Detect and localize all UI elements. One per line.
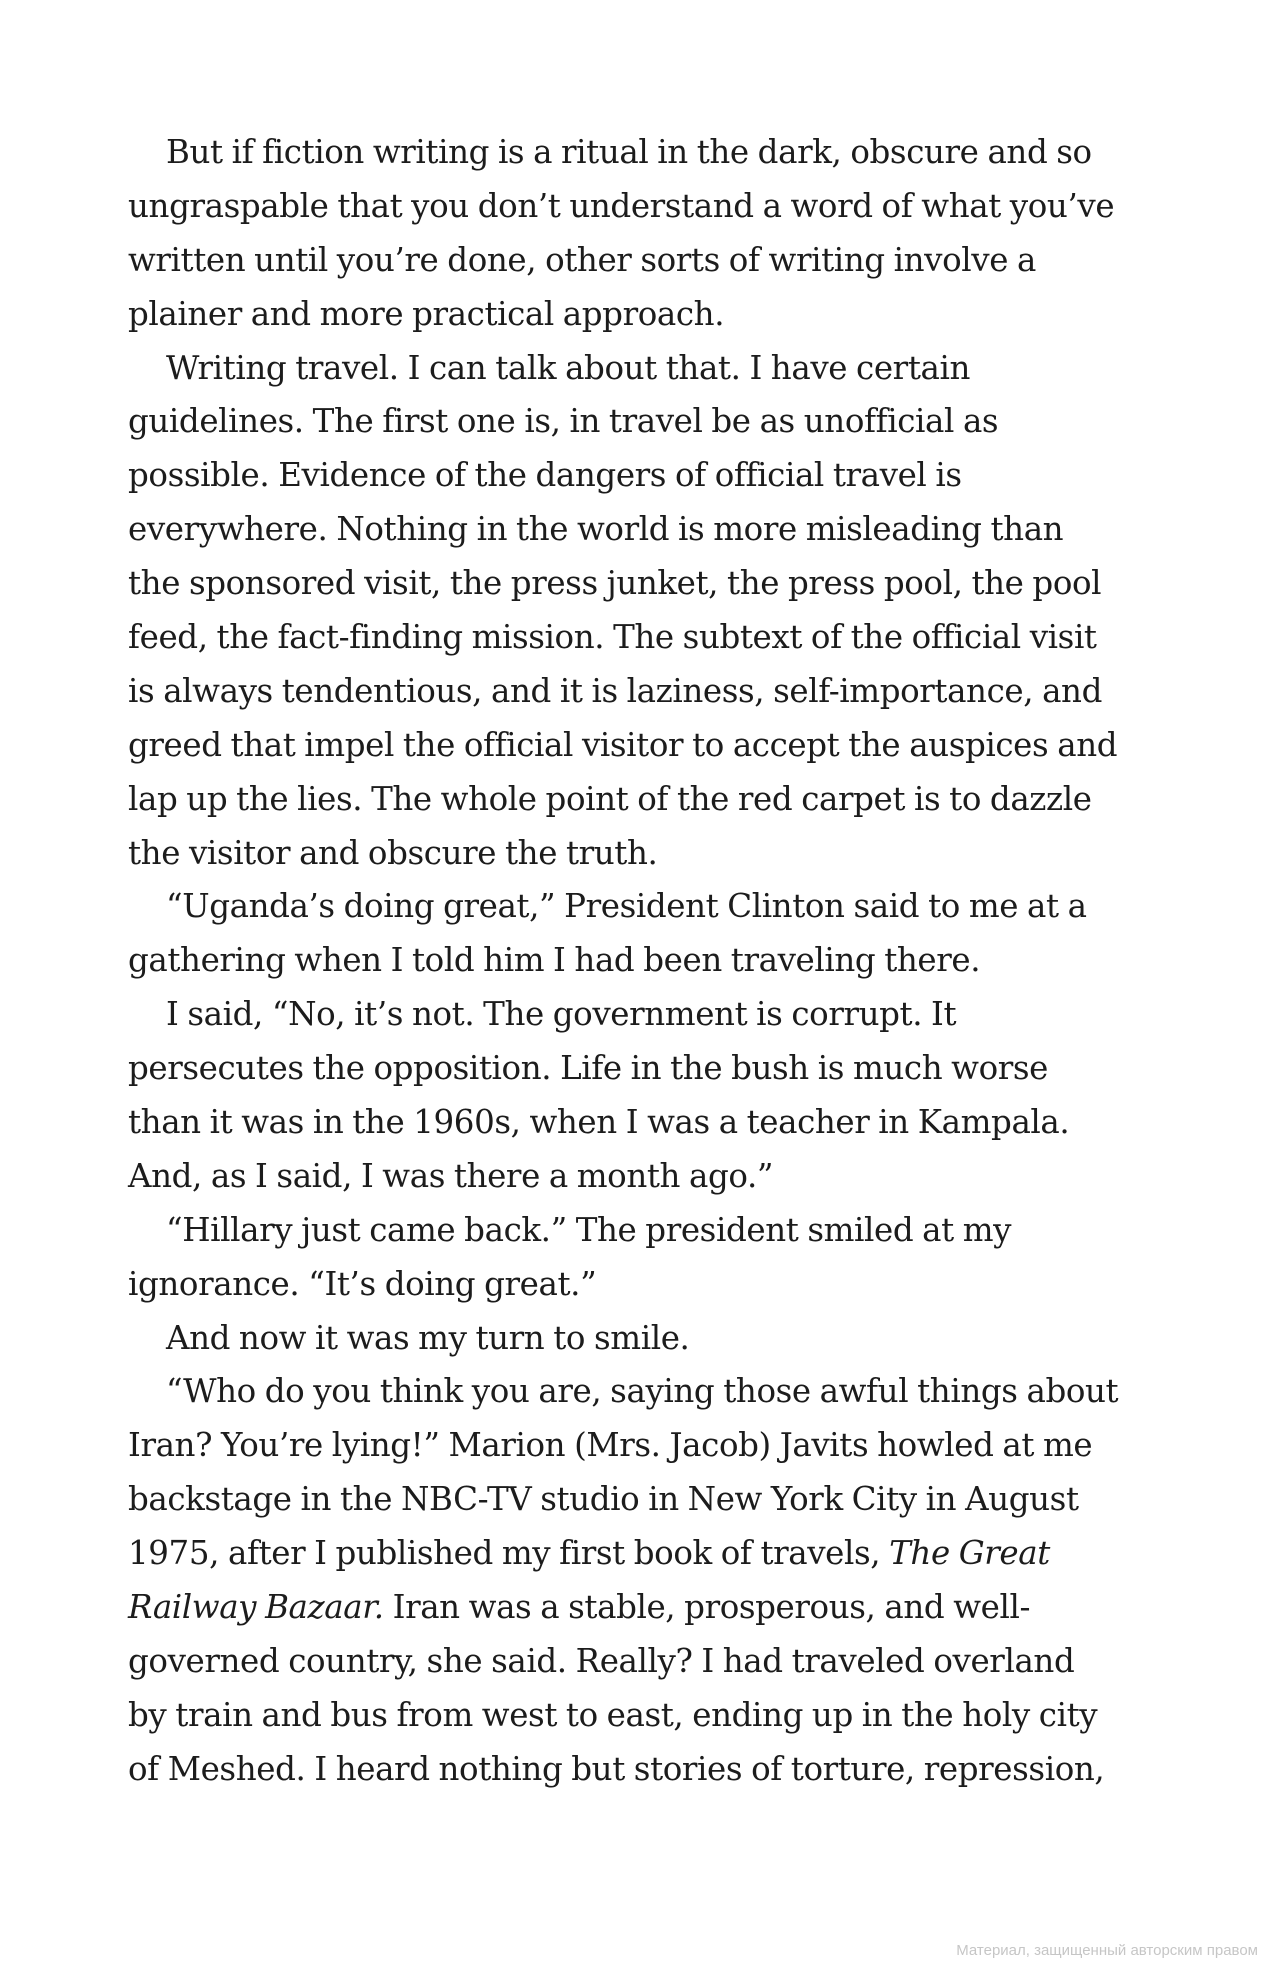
text-line: of Meshed. I heard nothing but stories of torture, repression, (128, 1749, 1105, 1788)
text-line: “Hillary just came back.” The president smiled at my (166, 1210, 1012, 1249)
text-line: possible. Evidence of the dangers of official travel is (128, 456, 962, 495)
text-line: guidelines. The first one is, in travel be as unofficial as (128, 402, 999, 441)
text-line: ignorance. “It’s doing great.” (128, 1264, 597, 1303)
text-line: feed, the fact-finding mission. The subtext of the official visit (128, 618, 1097, 657)
text-line: the sponsored visit, the press junket, the press pool, the pool (128, 564, 1102, 603)
text-line: persecutes the opposition. Life in the bush is much worse (128, 1049, 1049, 1088)
text-line: is always tendentious, and it is laziness, self-importance, and (128, 671, 1102, 710)
text-line: written until you’re done, other sorts of writing involve a (128, 240, 1036, 279)
text-line: lap up the lies. The whole point of the red carpet is to dazzle (128, 779, 1092, 818)
text-line: greed that impel the official visitor to accept the auspices and (128, 725, 1118, 764)
body-text (128, 126, 1148, 1797)
text-line: by train and bus from west to east, ending up in the holy city (128, 1695, 1098, 1734)
text-segment: 1975, after I published my first book of travels, (128, 1534, 890, 1573)
copyright-watermark: Материал, защищенный авторским правом (956, 1942, 1258, 1959)
text-line: And, as I said, I was there a month ago.” (128, 1156, 774, 1195)
text-line: And now it was my turn to smile. (166, 1318, 690, 1357)
text-line: gathering when I told him I had been traveling there. (128, 941, 981, 980)
text-line: “Who do you think you are, saying those awful things about (166, 1372, 1119, 1411)
text-segment: Iran was a stable, prosperous, and well- (383, 1588, 1031, 1627)
text-line (128, 1581, 1148, 1635)
text-line: the visitor and obscure the truth. (128, 833, 658, 872)
text-line: I said, “No, it’s not. The government is corrupt. It (166, 995, 957, 1034)
text-line: ungraspable that you don’t understand a word of what you’ve (128, 186, 1115, 225)
text-line: Iran? You’re lying!” Marion (Mrs. Jacob) Javits howled at me (128, 1426, 1093, 1465)
text-line: than it was in the 1960s, when I was a teacher in Kampala. (128, 1103, 1070, 1142)
text-line: backstage in the NBC-TV studio in New York City in August (128, 1480, 1079, 1519)
book-title-italic: Railway Bazaar. (128, 1588, 384, 1627)
text-line: But if fiction writing is a ritual in the dark, obscure and so (166, 133, 1092, 171)
text-line: governed country, she said. Really? I had traveled overland (128, 1641, 1075, 1680)
text-line: Writing travel. I can talk about that. I have certain (166, 348, 970, 387)
text-line (128, 1527, 1148, 1581)
text-line: “Uganda’s doing great,” President Clinton said to me at a (166, 887, 1087, 926)
text-line: everywhere. Nothing in the world is more misleading than (128, 510, 1064, 549)
book-title-italic: The Great (889, 1534, 1050, 1573)
text-line: plainer and more practical approach. (128, 294, 725, 333)
